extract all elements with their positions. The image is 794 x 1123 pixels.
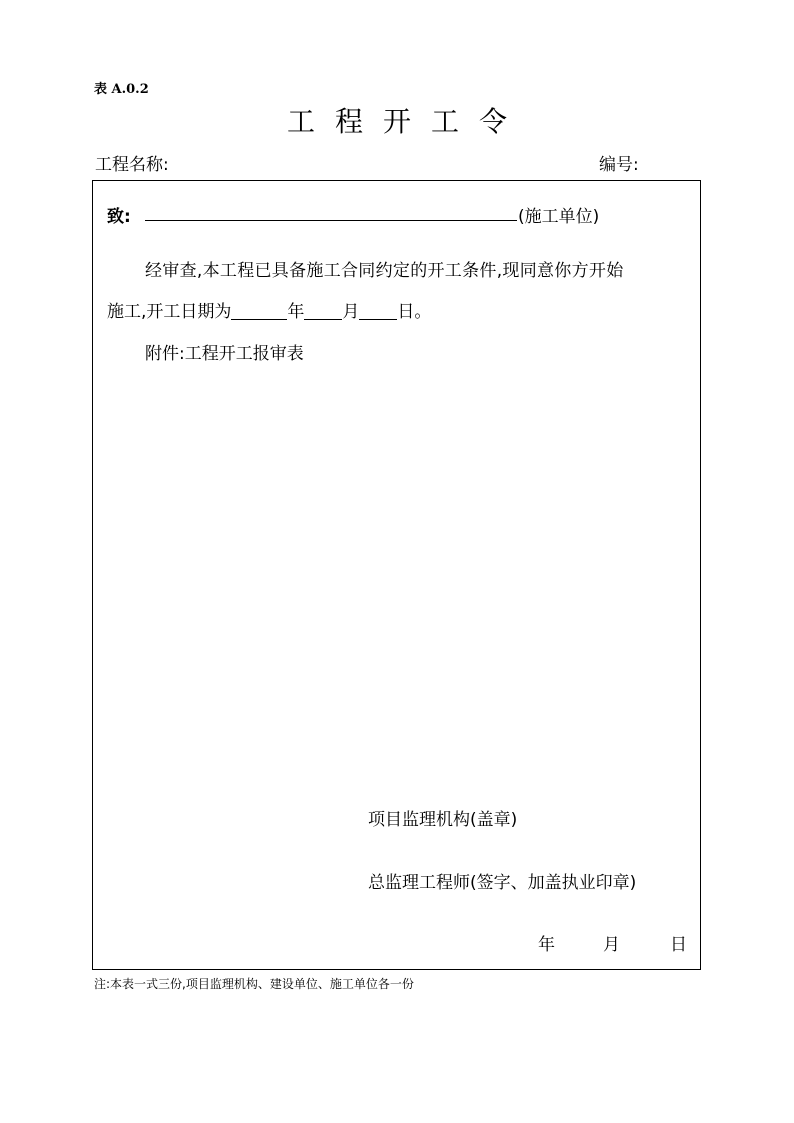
serial-number-label: 编号: [599,155,639,175]
month-label: 月 [342,302,360,322]
footnote: 注:本表一式三份,项目监理机构、建设单位、施工单位各一份 [94,977,414,991]
signature-date-month: 月 [603,935,620,955]
signature-date-day: 日 [670,935,687,955]
signature-date-year: 年 [538,935,555,955]
approval-text-line2 [107,297,431,322]
supervision-org-stamp-label: 项目监理机构(盖章) [368,810,518,830]
project-name-label: 工程名称: [95,155,169,175]
page-title: 工程开工令 [286,105,527,138]
year-label: 年 [287,302,305,322]
recipient-label: 致: [107,207,131,227]
form-code: 表 A.0.2 [94,82,149,97]
year-blank [231,302,287,320]
chief-engineer-signature-label: 总监理工程师(签字、加盖执业印章) [368,873,637,893]
recipient-suffix: (施工单位) [518,207,600,227]
attachment-text: 附件:工程开工报审表 [145,344,304,364]
recipient-blank-line [145,220,517,221]
day-label: 日。 [397,302,432,322]
approval-text-line1: 经审查,本工程已具备施工合同约定的开工条件,现同意你方开始 [145,261,624,281]
day-blank [359,302,397,320]
month-blank [304,302,342,320]
start-date-prefix: 施工,开工日期为 [107,302,232,322]
